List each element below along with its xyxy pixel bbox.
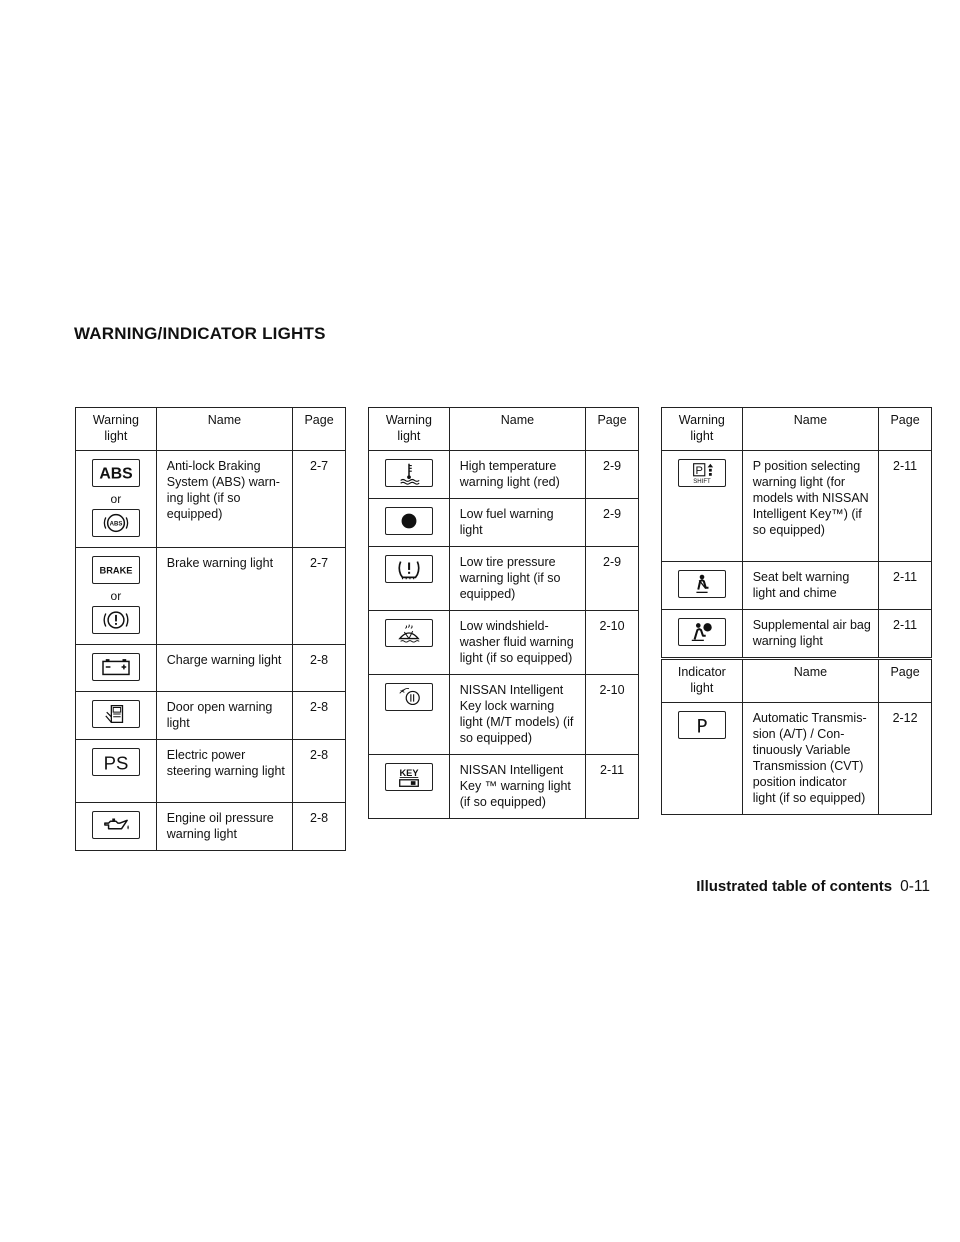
warning-light-header: Warning light — [369, 408, 450, 451]
header-row — [662, 660, 932, 703]
page-footer — [696, 878, 930, 896]
header-row — [662, 408, 932, 451]
table-row — [662, 610, 932, 658]
light-name: NISSAN Intelligent Key ™ warning light (if so equipped) — [449, 755, 585, 819]
light-name: NISSAN Intelligent Key lock warning light (M/T models) (if so equipped) — [449, 675, 585, 755]
page-ref: 2-8 — [293, 692, 346, 740]
warning-lights-table-2 — [368, 407, 639, 819]
page-ref: 2-11 — [879, 562, 932, 610]
page-number: 0-11 — [900, 878, 930, 895]
or-label: or — [110, 589, 122, 603]
light-name: Engine oil pressure warning light — [156, 803, 292, 851]
table-row — [76, 692, 346, 740]
key-icon-text: KEY — [399, 768, 419, 779]
page-ref: 2-9 — [586, 547, 639, 611]
page-ref: 2-8 — [293, 740, 346, 803]
table-row — [76, 548, 346, 645]
light-name: Brake warning light — [156, 548, 292, 645]
table-row — [369, 755, 639, 819]
table-row — [369, 611, 639, 675]
airbag-icon — [678, 618, 726, 646]
light-name: Seat belt warning light and chime — [742, 562, 878, 610]
seat-belt-icon — [678, 570, 726, 598]
shift-text: SHIFT — [693, 479, 711, 486]
abs-small-text: ABS — [109, 521, 123, 528]
indicator-light-header: Indicator light — [662, 660, 743, 703]
abs-icon — [92, 459, 140, 487]
page-header: Page — [879, 408, 932, 451]
light-name: High temperature warning light (red) — [449, 451, 585, 499]
page-header: Page — [879, 660, 932, 703]
page-ref: 2-10 — [586, 675, 639, 755]
name-header: Name — [742, 660, 878, 703]
brake-icon-text: BRAKE — [99, 565, 133, 576]
brake-text-icon — [92, 556, 140, 584]
page-ref: 2-8 — [293, 645, 346, 692]
page-ref: 2-9 — [586, 499, 639, 547]
battery-icon — [92, 653, 140, 681]
page-ref: 2-8 — [293, 803, 346, 851]
ps-icon-text: PS — [103, 752, 129, 774]
p-shift-icon — [678, 459, 726, 487]
key-lock-icon — [385, 683, 433, 711]
light-name: Electric power steering warning light — [156, 740, 292, 803]
page-header: Page — [586, 408, 639, 451]
table-row — [369, 675, 639, 755]
name-header: Name — [156, 408, 292, 451]
brake-circle-icon — [92, 606, 140, 634]
tire-pressure-icon — [385, 555, 433, 583]
abs-circle-icon — [92, 509, 140, 537]
warning-light-header: Warning light — [76, 408, 157, 451]
washer-fluid-icon — [385, 619, 433, 647]
page-ref: 2-7 — [293, 548, 346, 645]
name-header: Name — [449, 408, 585, 451]
key-icon — [385, 763, 433, 791]
door-open-icon — [92, 700, 140, 728]
warning-lights-table-1 — [75, 407, 346, 851]
table-row — [369, 499, 639, 547]
name-header: Name — [742, 408, 878, 451]
light-name: Low fuel warning light — [449, 499, 585, 547]
page-ref: 2-12 — [879, 703, 932, 815]
indicator-lights-table — [661, 659, 932, 815]
page-ref: 2-9 — [586, 451, 639, 499]
table-row — [662, 703, 932, 815]
page-ref: 2-7 — [293, 451, 346, 548]
oil-can-icon — [92, 811, 140, 839]
light-name: Supplemental air bag warning light — [742, 610, 878, 658]
table-row — [76, 803, 346, 851]
p-indicator-icon — [678, 711, 726, 739]
table-row — [369, 547, 639, 611]
light-name: Low tire pressure warning light (if so equipped) — [449, 547, 585, 611]
table-row — [662, 451, 932, 562]
light-name: Anti-lock Braking System (ABS) warn-ing light (if so equipped) — [156, 451, 292, 548]
light-name: Low windshield-washer fluid warning light (if so equipped) — [449, 611, 585, 675]
footer-title: Illustrated table of contents — [696, 878, 893, 895]
page-ref: 2-11 — [586, 755, 639, 819]
section-title: WARNING/INDICATOR LIGHTS — [74, 324, 326, 343]
p-indicator-letter: P — [696, 716, 708, 738]
page-header: Page — [293, 408, 346, 451]
light-name: Door open warning light — [156, 692, 292, 740]
warning-lights-table-3 — [661, 407, 932, 658]
p-shift-letter: P — [695, 464, 703, 477]
page-ref: 2-10 — [586, 611, 639, 675]
abs-icon-text: ABS — [99, 465, 133, 483]
warning-light-header: Warning light — [662, 408, 743, 451]
header-row — [76, 408, 346, 451]
table-row — [76, 740, 346, 803]
high-temperature-icon — [385, 459, 433, 487]
header-row — [369, 408, 639, 451]
light-name: P position selecting warning light (for models with NISSAN Intelligent Key™) (if so equipped) — [742, 451, 878, 562]
light-name: Automatic Transmis-sion (A/T) / Con-tinuously Variable Transmission (CVT) position indicator light (if so equipped) — [742, 703, 878, 815]
page-ref: 2-11 — [879, 451, 932, 562]
table-row — [662, 562, 932, 610]
fuel-dot-icon — [385, 507, 433, 535]
or-label: or — [110, 492, 122, 506]
ps-icon — [92, 748, 140, 776]
page-ref: 2-11 — [879, 610, 932, 658]
table-row — [369, 451, 639, 499]
table-row — [76, 645, 346, 692]
table-row — [76, 451, 346, 548]
light-name: Charge warning light — [156, 645, 292, 692]
